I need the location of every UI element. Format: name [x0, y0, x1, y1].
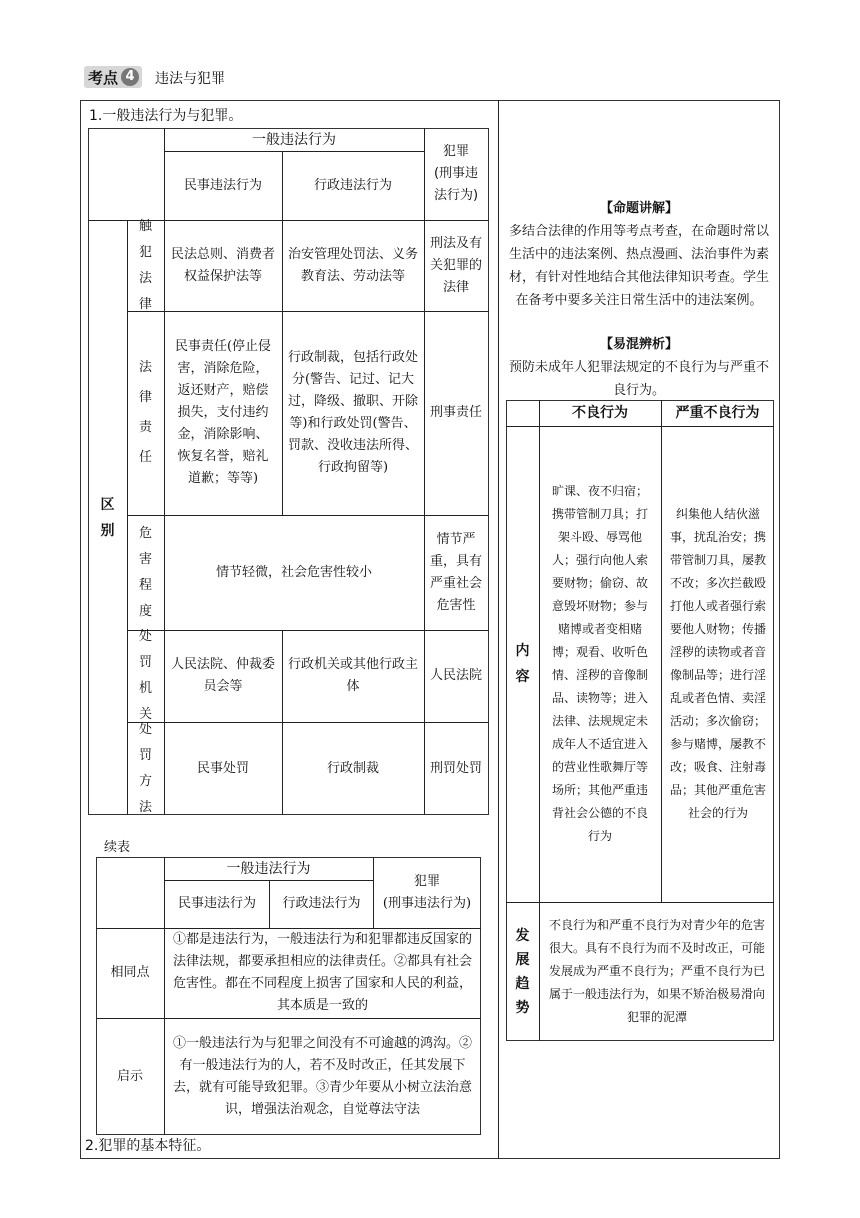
- rt-row-label: 内容: [515, 643, 530, 685]
- t2-col-crime: 犯罪 (刑事违法行为): [382, 873, 472, 911]
- section-badge-number: 4: [121, 68, 139, 86]
- t1-col-civil: 民事违法行为: [183, 177, 262, 193]
- t1-cell: 刑法及有关犯罪的法律: [430, 235, 483, 295]
- t1-cell: 行政制裁，包括行政处分(警告、记过、记大过，降级、撤职、开除等)和行政处罚(警告、罚款、没收违法所得、行政拘留等): [288, 350, 419, 475]
- t1-col-crime: 犯罪 (刑事违法行为): [433, 144, 479, 203]
- t1-row-label: 触犯法律: [138, 218, 152, 312]
- t1-row-label: 法律责任: [138, 360, 152, 465]
- t2-cell: ①一般违法行为与犯罪之间没有不可逾越的鸿沟。②有一般违法行为的人，若不及时改正，任其发展下去，就有可能导致犯罪。③青少年要从小树立法治意识，增强法治观念，自觉尊法守法: [172, 1035, 472, 1117]
- explain-title: 【命题讲解】: [599, 201, 678, 216]
- rt-cell-trend: 不良行为和严重不良行为对青少年的危害很大。具有不良行为而不及时改正，可能发展成为严重不良行为；严重不良行为已属于一般违法行为，如果不矫治极易滑向犯罪的泥潭: [548, 918, 765, 1024]
- rt-col-bad: 不良行为: [572, 405, 628, 421]
- t1-col-general: 一般违法行为: [252, 131, 336, 148]
- t2-row-label: 相同点: [110, 965, 150, 980]
- t1-cell: 情节严重，具有严重社会危害性: [430, 531, 483, 613]
- t1-row-label: 处罚方法: [138, 721, 152, 815]
- section-badge-label: 考点: [88, 68, 119, 87]
- t1-row-label: 处罚机关: [138, 629, 152, 722]
- t2-cell: ①都是违法行为，一般违法行为和犯罪都违反国家的法律法规，都要承担相应的法律责任。②都具有社会危害性。都在不同程度上损害了国家和人民的利益，其本质是一致的: [172, 932, 472, 1013]
- heading-1: 1.一般违法行为与犯罪。: [89, 108, 243, 124]
- t1-cell: 刑事责任: [430, 405, 483, 420]
- section-title: 违法与犯罪: [155, 71, 225, 87]
- rt-cell-serious: 纠集他人结伙滋事，扰乱治安；携带管制刀具，屡教不改；多次拦截殴打他人或者强行索要他人财物；传播淫秽的读物或者音像制品等；进行淫乱或者色情、卖淫活动；多次偷窃；参与赌博，屡教不改；吸食、注射毒品；其他严重危害社会的行为: [669, 507, 766, 820]
- column-divider: [498, 100, 499, 1159]
- t1-cell: 刑罚处罚: [430, 760, 483, 776]
- rt-cell-bad: 旷课、夜不归宿；携带管制刀具；打架斗殴、辱骂他人；强行向他人索要财物；偷窃、故意毁坏财物；参与赌博或者变相赌博；观看、收听色情、淫秽的音像制品、读物等；进入法律、法规规定未成年人不适宜进入的营业性歌舞厅等场所；其他严重违背社会公德的不良行为: [552, 484, 649, 843]
- t1-cell: 民事责任(停止侵害，消除危险，返还财产，赔偿损失，支付违约金，消除影响、恢复名誉，赔礼道歉；等等): [174, 339, 272, 486]
- rt-col-serious: 严重不良行为: [675, 405, 760, 421]
- t1-cell: 治安管理处罚法、义务教育法、劳动法等: [288, 246, 419, 284]
- t1-cell: 人民法院: [430, 668, 483, 683]
- t1-cell: 行政制裁: [326, 760, 379, 776]
- rt-row-label: 发展趋势: [515, 927, 530, 1016]
- t1-col-admin: 行政违法行为: [313, 177, 392, 193]
- continued-label: 续表: [104, 840, 131, 855]
- confuse-text: 预防未成年人犯罪法规定的不良行为与严重不良行为。: [508, 360, 769, 398]
- section-badge: [84, 66, 142, 88]
- t1-cell: 民事处罚: [196, 760, 249, 776]
- t1-cell: 行政机关或其他行政主体: [288, 657, 419, 694]
- heading-2: 2.犯罪的基本特征。: [85, 1138, 211, 1154]
- t2-col-general: 一般违法行为: [226, 860, 311, 877]
- t1-row-label: 危害程度: [138, 525, 152, 619]
- t1-group-label: 区别: [100, 496, 115, 539]
- confuse-title: 【易混辨析】: [599, 337, 678, 352]
- t1-cell: 民法总则、消费者权益保护法等: [170, 246, 275, 284]
- t1-cell-merged: 情节轻微，社会危害性较小: [215, 564, 372, 580]
- t2-col-civil: 民事违法行为: [177, 896, 256, 911]
- t1-cell: 人民法院、仲裁委员会等: [170, 657, 275, 694]
- explain-text: 多结合法律的作用等考点考查，在命题时常以生活中的违法案例、热点漫画、法治事件为素材，有针对性地结合其他法律知识考查。学生在备考中要多关注日常生活中的违法案例。: [508, 224, 769, 308]
- t2-row-label: 启示: [116, 1068, 143, 1084]
- t2-col-admin: 行政违法行为: [282, 896, 361, 911]
